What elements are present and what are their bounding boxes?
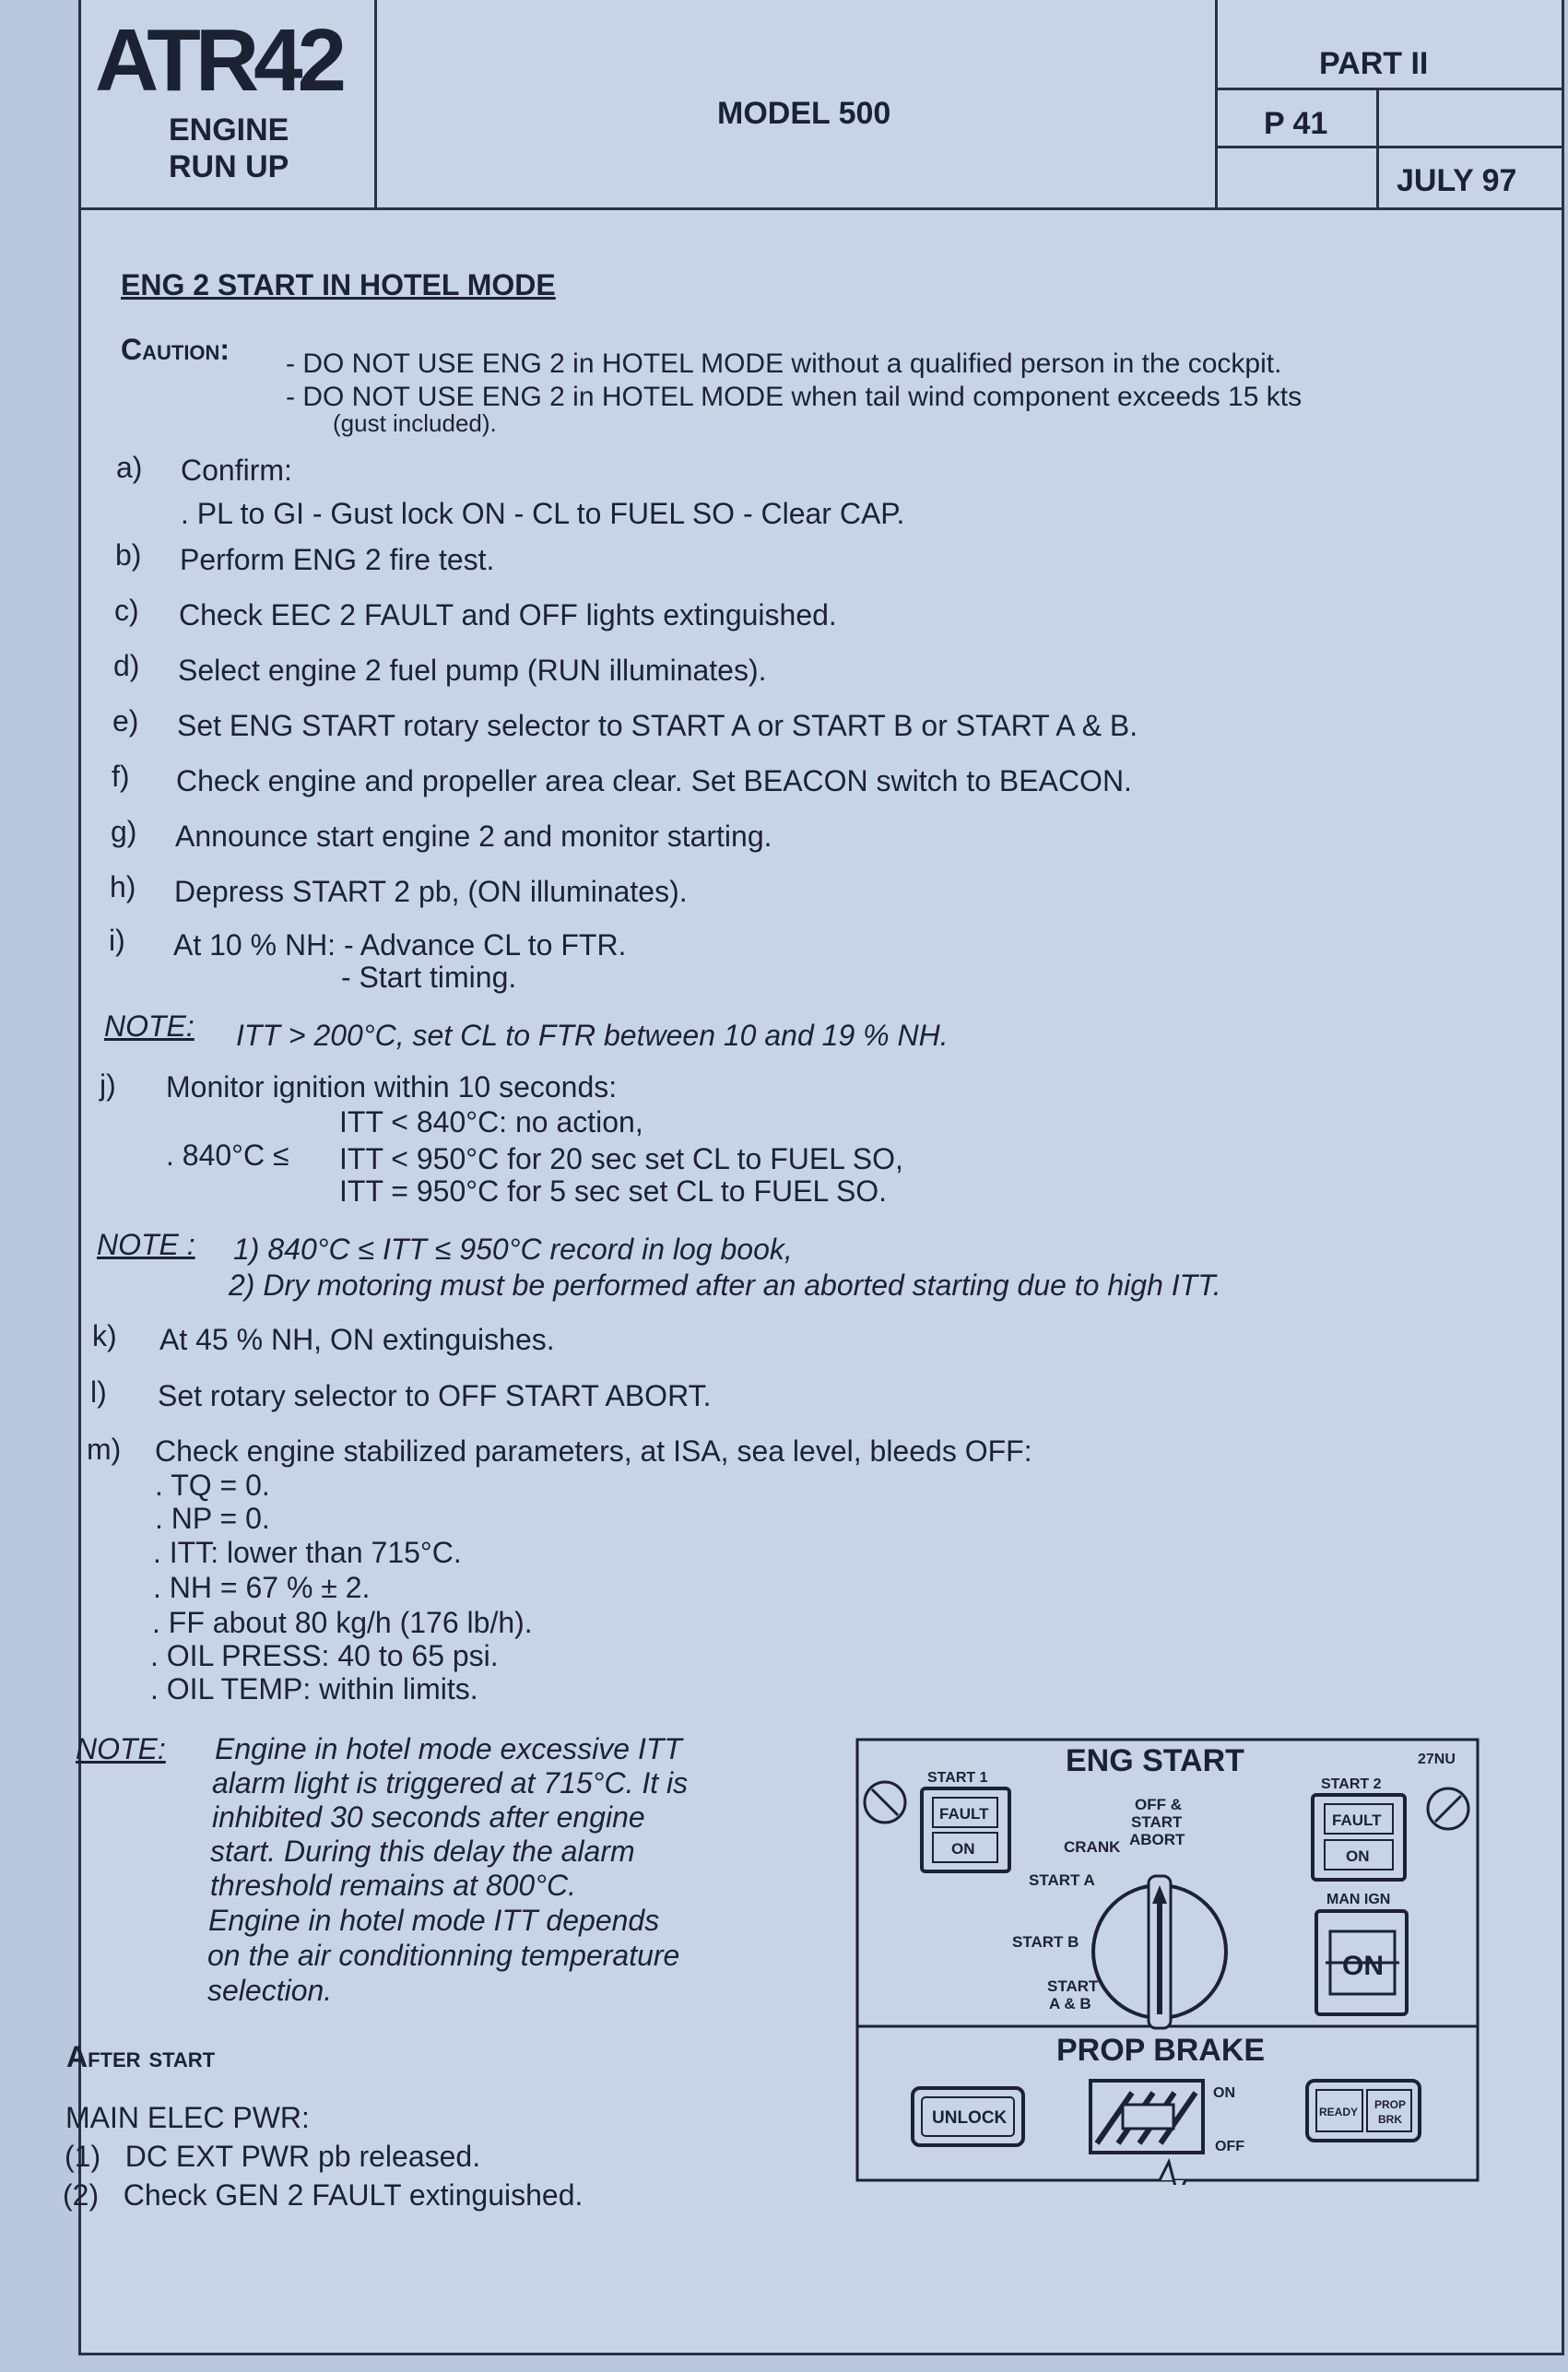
note-line: threshold remains at 800°C. bbox=[210, 1869, 576, 1902]
unlock-label: UNLOCK bbox=[932, 2108, 1008, 2128]
start1-on-legend: ON bbox=[951, 1840, 975, 1858]
param-item: . NP = 0. bbox=[155, 1502, 270, 1535]
start2-button[interactable] bbox=[1313, 1795, 1405, 1880]
off-start-abort-label-3: ABORT bbox=[1129, 1831, 1185, 1848]
after-start-item: (2) Check GEN 2 FAULT extinguished. bbox=[63, 2178, 584, 2212]
step-id: k) bbox=[92, 1319, 117, 1352]
step-text: Check engine and propeller area clear. Set BEACON switch to BEACON. bbox=[176, 764, 1132, 797]
crank-label: CRANK bbox=[1064, 1838, 1121, 1856]
step-text: . PL to GI - Gust lock ON - CL to FUEL SO - Clear CAP. bbox=[181, 497, 905, 530]
note-line: inhibited 30 seconds after engine bbox=[212, 1800, 645, 1834]
note-text: ITT > 200°C, set CL to FTR between 10 and 19 % NH. bbox=[236, 1019, 949, 1052]
step-text: Confirm: bbox=[181, 454, 292, 487]
atr-logo bbox=[95, 17, 371, 109]
off-start-abort-label-2: START bbox=[1131, 1813, 1183, 1831]
step-text: ITT < 840°C: no action, bbox=[339, 1105, 643, 1139]
ready-prop-brk-indicator bbox=[1307, 2081, 1420, 2141]
step-id: i) bbox=[109, 924, 125, 957]
note-line: Engine in hotel mode excessive ITT bbox=[215, 1732, 682, 1765]
start1-fault-legend: FAULT bbox=[939, 1805, 989, 1823]
caution-line-2: - DO NOT USE ENG 2 in HOTEL MODE when tail wind component exceeds 15 kts bbox=[286, 382, 1303, 412]
step-id: j) bbox=[100, 1068, 116, 1102]
start1-label: START 1 bbox=[927, 1770, 988, 1786]
step-id: e) bbox=[112, 704, 139, 738]
screw-icon bbox=[865, 1782, 905, 1823]
ready-legend: READY bbox=[1319, 2106, 1359, 2118]
start2-fault-legend: FAULT bbox=[1332, 1811, 1382, 1829]
step-id: a) bbox=[116, 451, 143, 484]
caution-line-1: - DO NOT USE ENG 2 in HOTEL MODE without a qualified person in the cockpit. bbox=[286, 348, 1282, 379]
step-id: b) bbox=[115, 538, 142, 572]
prop-brk-legend-2: BRK bbox=[1378, 2113, 1402, 2126]
man-ign-on-legend: ON bbox=[1342, 1951, 1384, 1981]
after-start-subtitle: MAIN ELEC PWR: bbox=[65, 2101, 310, 2134]
panel-title: ENG START bbox=[1066, 1743, 1244, 1778]
note-text: 1) 840°C ≤ ITT ≤ 950°C record in log book, bbox=[233, 1233, 793, 1266]
manual-page bbox=[63, 0, 1564, 2355]
part-label: PART II bbox=[1319, 46, 1429, 81]
page-header bbox=[81, 0, 1562, 210]
step-text: Monitor ignition within 10 seconds: bbox=[166, 1070, 618, 1103]
prop-brake-off-label: OFF bbox=[1215, 2139, 1244, 2154]
eng-start-rotary-selector[interactable] bbox=[1093, 1876, 1226, 2028]
caution-label: Caution: bbox=[121, 333, 230, 366]
note-line: start. During this delay the alarm bbox=[210, 1835, 635, 1868]
step-id: l) bbox=[90, 1375, 107, 1409]
param-item: . NH = 67 % ± 2. bbox=[153, 1571, 371, 1604]
section-name-line2: RUN UP bbox=[169, 149, 289, 184]
note-line: on the air conditionning temperature bbox=[207, 1939, 680, 1972]
step-text: Set ENG START rotary selector to START A or START B or START A & B. bbox=[177, 709, 1138, 742]
step-text: At 45 % NH, ON extinguishes. bbox=[159, 1323, 555, 1356]
param-item: . ITT: lower than 715°C. bbox=[153, 1536, 462, 1569]
step-text: Check engine stabilized parameters, at ISA, sea level, bleeds OFF: bbox=[155, 1434, 1032, 1468]
panel-ref: 27NU bbox=[1418, 1752, 1456, 1767]
note-line: Engine in hotel mode ITT depends bbox=[208, 1904, 660, 1937]
step-id: m) bbox=[87, 1433, 122, 1466]
screw-icon bbox=[1428, 1788, 1468, 1829]
step-text: ITT = 950°C for 5 sec set CL to FUEL SO. bbox=[339, 1174, 888, 1208]
param-item: . OIL PRESS: 40 to 65 psi. bbox=[150, 1639, 499, 1672]
step-text: Depress START 2 pb, (ON illuminates). bbox=[174, 875, 688, 908]
eng-start-panel bbox=[855, 1738, 1482, 2185]
note-label: NOTE: bbox=[104, 1009, 195, 1043]
page-number: P 41 bbox=[1264, 106, 1328, 141]
step-text: Check EEC 2 FAULT and OFF lights extinguished. bbox=[179, 598, 837, 631]
step-text: Announce start engine 2 and monitor starting. bbox=[175, 820, 772, 853]
step-text: Set rotary selector to OFF START ABORT. bbox=[158, 1379, 712, 1412]
step-id: g) bbox=[111, 815, 137, 848]
after-start-title: After start bbox=[66, 2040, 216, 2073]
step-text: - Start timing. bbox=[341, 961, 517, 994]
step-id: c) bbox=[114, 594, 139, 627]
param-item: . FF about 80 kg/h (176 lb/h). bbox=[152, 1606, 533, 1639]
step-id: f) bbox=[112, 760, 130, 793]
caution-line-3: (gust included). bbox=[333, 409, 497, 437]
start-b-label: START B bbox=[1012, 1933, 1079, 1951]
note-label: NOTE: bbox=[76, 1732, 166, 1765]
revision-date: JULY 97 bbox=[1397, 163, 1517, 198]
prop-brk-legend-1: PROP bbox=[1374, 2098, 1407, 2111]
off-start-abort-label-1: OFF & bbox=[1135, 1796, 1182, 1813]
step-id: h) bbox=[110, 870, 136, 903]
model-label: MODEL 500 bbox=[717, 96, 891, 131]
step-text: Perform ENG 2 fire test. bbox=[180, 543, 495, 576]
man-ign-button[interactable] bbox=[1316, 1911, 1407, 2014]
param-item: . OIL TEMP: within limits. bbox=[150, 1672, 478, 1705]
step-text: At 10 % NH: - Advance CL to FTR. bbox=[173, 928, 627, 962]
start2-on-legend: ON bbox=[1346, 1847, 1370, 1865]
svg-text:ATR42: ATR42 bbox=[95, 17, 341, 109]
start1-button[interactable] bbox=[922, 1788, 1009, 1871]
unlock-button[interactable] bbox=[913, 2088, 1023, 2145]
param-item: . TQ = 0. bbox=[155, 1469, 270, 1502]
man-ign-label: MAN IGN bbox=[1326, 1892, 1391, 1907]
start-ab-label-2: A & B bbox=[1049, 1995, 1091, 2012]
start-ab-label-1: START bbox=[1047, 1977, 1099, 1995]
note-text: 2) Dry motoring must be performed after an aborted starting due to high ITT. bbox=[229, 1269, 1221, 1302]
start-a-label: START A bbox=[1029, 1871, 1095, 1889]
start2-label: START 2 bbox=[1321, 1776, 1382, 1792]
prop-brake-on-label: ON bbox=[1213, 2085, 1235, 2101]
step-id: d) bbox=[113, 649, 140, 682]
prop-brake-title: PROP BRAKE bbox=[1056, 2033, 1266, 2068]
note-label: NOTE : bbox=[97, 1228, 195, 1261]
note-line: alarm light is triggered at 715°C. It is bbox=[212, 1766, 689, 1800]
step-text: . 840°C ≤ bbox=[166, 1139, 289, 1172]
section-name-line1: ENGINE bbox=[169, 112, 289, 148]
page-title: ENG 2 START IN HOTEL MODE bbox=[121, 268, 556, 301]
after-start-item: (1) DC EXT PWR pb released. bbox=[65, 2140, 481, 2173]
prop-brake-switch[interactable] bbox=[1091, 2081, 1203, 2153]
step-text: ITT < 950°C for 20 sec set CL to FUEL SO, bbox=[339, 1142, 903, 1175]
note-line: selection. bbox=[207, 1974, 333, 2007]
step-text: Select engine 2 fuel pump (RUN illuminates). bbox=[178, 654, 767, 687]
